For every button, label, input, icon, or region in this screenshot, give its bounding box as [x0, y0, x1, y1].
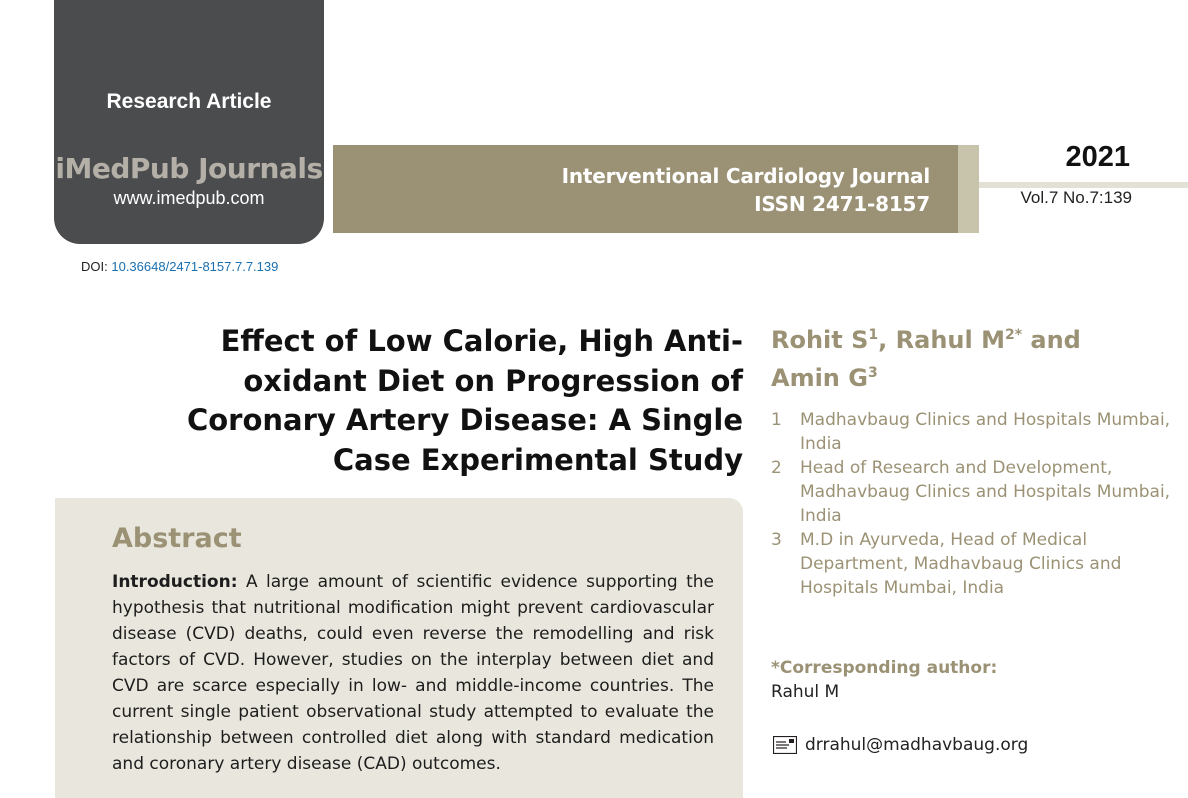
- article-title: Effect of Low Calorie, High Anti-oxidant Diet on Progression of Coronary Artery Disease: A Single Case Experimental Study: [186, 324, 743, 477]
- affiliation-text: M.D in Ayurveda, Head of Medical Department, Madhavbaug Clinics and Hospitals Mumbai, India: [800, 530, 1122, 598]
- abstract-heading: Abstract: [112, 523, 242, 554]
- author-separator: ,: [878, 326, 896, 354]
- affiliation-item: [771, 408, 1171, 456]
- publisher-logo: iMedPub Journals: [55, 152, 323, 185]
- author-separator: and: [1022, 326, 1081, 354]
- author-name: Rahul M: [895, 326, 1005, 354]
- journal-issn: ISSN 2471-8157: [754, 192, 930, 216]
- journal-name: Interventional Cardiology Journal: [561, 164, 930, 188]
- envelope-icon: [773, 736, 797, 754]
- affiliation-item: [771, 456, 1171, 528]
- journal-tab: [54, 0, 324, 244]
- corresponding-name: Rahul M: [771, 682, 840, 702]
- banner-edge: [958, 145, 979, 233]
- affiliation-number: 2: [771, 458, 782, 478]
- abstract-body: [112, 569, 714, 777]
- corresponding-label: *Corresponding author:: [771, 658, 998, 678]
- author-name: Amin G: [771, 364, 868, 392]
- author-affil-mark: 3: [867, 365, 878, 381]
- intro-label: Introduction:: [112, 572, 238, 592]
- intro-text: A large amount of scientific evidence supporting the hypothesis that nutritional modification might prevent cardiovascular disease (CVD) deaths, could even reverse the remodelling and risk factors of CVD. However, studies on the interplay between diet and CVD are scarce especially in low- and middle-income countries. The current single patient observational study attempted to evaluate the relationship between controlled diet along with standard medication and coronary artery disease (CAD) outcomes.: [112, 572, 714, 774]
- publisher-url[interactable]: www.imedpub.com: [113, 188, 265, 208]
- email-row: [773, 735, 1028, 755]
- affiliation-item: [771, 528, 1171, 600]
- affiliation-list: [771, 408, 1171, 600]
- volume-info: Vol.7 No.7:139: [1020, 188, 1132, 207]
- doi-link[interactable]: 10.36648/2471-8157.7.7.139: [111, 259, 279, 274]
- journal-banner: [333, 145, 958, 233]
- article-type: Research Article: [106, 90, 272, 113]
- affiliation-text: Head of Research and Development, Madhavbaug Clinics and Hospitals Mumbai, India: [800, 458, 1171, 526]
- affiliation-text: Madhavbaug Clinics and Hospitals Mumbai, India: [800, 410, 1171, 454]
- doi-line: [81, 259, 278, 274]
- corresponding-email[interactable]: drrahul@madhavbaug.org: [805, 735, 1029, 755]
- doi-label: DOI:: [81, 259, 108, 274]
- author-affil-mark: 2*: [1004, 327, 1023, 343]
- publication-year: 2021: [1065, 141, 1130, 173]
- affiliation-number: 3: [771, 530, 782, 550]
- author-name: Rohit S: [771, 326, 869, 354]
- affiliation-number: 1: [771, 410, 782, 430]
- author-affil-mark: 1: [868, 327, 879, 343]
- author-list: [771, 319, 1151, 395]
